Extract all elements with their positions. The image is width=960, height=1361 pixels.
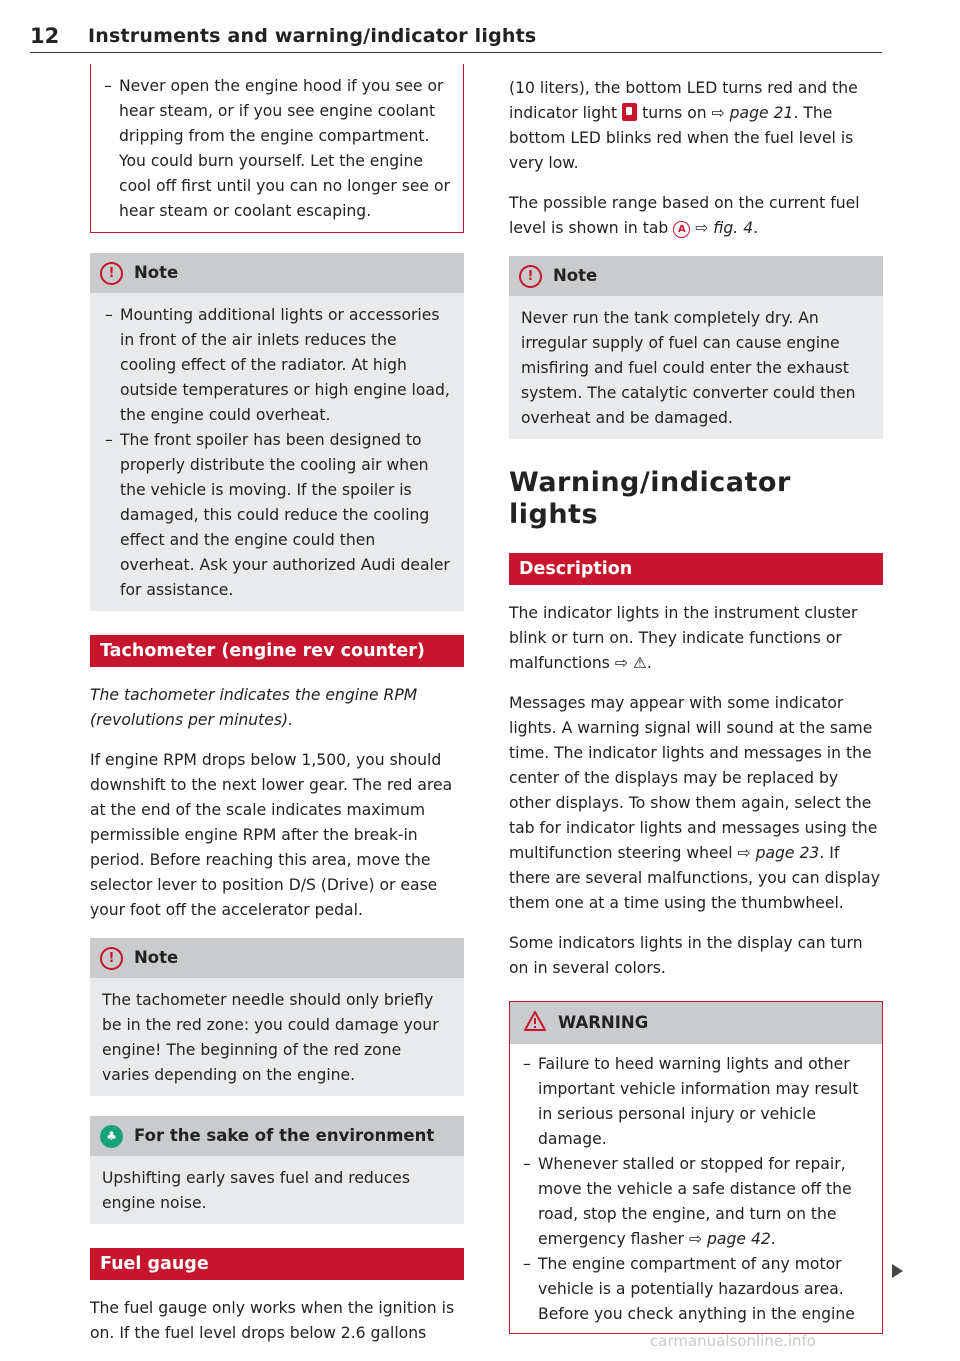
- info-circle-icon: !: [100, 262, 123, 285]
- text-run: Messages may appear with some indicator lights. A warning signal will sound at the same time. The indicator lights and messages in the center of the displays may be replaced by other displays. To show them again, select the tab for indicator lights and messages using the multifunction steering wheel: [509, 694, 878, 862]
- warning-body: [510, 1044, 882, 1333]
- note-text: Upshifting early saves fuel and reduces engine noise.: [102, 1169, 410, 1212]
- list-item: [520, 1152, 872, 1252]
- list-item: – The front spoiler has been designed to properly distribute the cooling air when the vehicle is moving. If the spoiler is damaged, this could reduce the cooling effect and the engine could then overheat. Ask your authorized Audi dealer for assistance.: [102, 428, 452, 603]
- text-run: .: [753, 219, 759, 237]
- warning-label: WARNING: [558, 1013, 649, 1032]
- tab-marker-icon: A: [673, 221, 690, 238]
- warning-list: [520, 1052, 872, 1327]
- description-paragraph-1: The indicator lights in the instrument cluster blink or turn on. They indicate functions or malfunctions ⇨ ⚠.: [509, 604, 858, 672]
- range-paragraph: [509, 191, 883, 241]
- continue-arrow-icon: [892, 1264, 903, 1278]
- right-column: [509, 76, 883, 1334]
- note-label: For the sake of the environment: [134, 1126, 435, 1145]
- note-body: [90, 1156, 464, 1224]
- info-circle-icon: !: [519, 265, 542, 288]
- note-label: Note: [553, 266, 598, 285]
- warning-box: [509, 1001, 883, 1334]
- note-tachometer: [90, 938, 464, 1096]
- list-item: – Mounting additional lights or accessories in front of the air inlets reduces the cooling effect of the radiator. At high outside temperatures or high engine load, the engine could overheat.: [102, 303, 452, 428]
- warning-continued-box: [90, 64, 464, 233]
- note-label: Note: [134, 263, 179, 282]
- list-item: – Never open the engine hood if you see or hear steam, or if you see engine coolant dripping from the engine compartment. You could burn yourself. Let the engine cool off first until you can no longer see or hear steam or coolant escaping.: [101, 74, 453, 224]
- text-run: .: [770, 1230, 776, 1248]
- description-paragraph-2: [509, 691, 883, 916]
- note-header: [509, 256, 883, 296]
- note-body: [90, 293, 464, 611]
- note-text: Never run the tank completely dry. An irregular supply of fuel can cause engine misfiring and fuel could enter the exhaust system. The catalytic converter could then overheat and be damaged.: [521, 309, 856, 427]
- warning-triangle-icon: [524, 1011, 546, 1031]
- watermark: carmanualsonline.info: [650, 1332, 816, 1350]
- fuel-gauge-body: The fuel gauge only works when the ignition is on. If the fuel level drops below 2.6 gallons: [90, 1299, 455, 1342]
- note-header: [90, 938, 464, 978]
- warning-continued-list: [101, 74, 453, 224]
- text-run: Whenever stalled or stopped for repair, move the vehicle a safe distance off the road, stop the engine, and turn on the emergency flasher: [538, 1155, 852, 1248]
- page-ref-link[interactable]: ⇨ page 23: [737, 844, 820, 862]
- note-label: Note: [134, 948, 179, 967]
- text-run: . The bottom LED blinks red when the fuel level is very low.: [509, 104, 854, 172]
- left-column: [90, 70, 464, 1361]
- warning-header: [510, 1002, 882, 1044]
- page-ref-link[interactable]: ⇨ page 42: [689, 1230, 771, 1248]
- text-run: turns on: [642, 104, 707, 122]
- page-ref-link[interactable]: ⇨ page 21: [711, 104, 794, 122]
- note-tank: [509, 256, 883, 439]
- note-body: [90, 978, 464, 1096]
- fuel-pump-icon: [622, 103, 637, 121]
- tachometer-intro: The tachometer indicates the engine RPM (revolutions per minutes).: [90, 686, 418, 729]
- note-environment: [90, 1116, 464, 1224]
- page-number: 12: [30, 24, 60, 48]
- figure-ref-link[interactable]: ⇨ fig. 4: [695, 219, 754, 237]
- note-text: The tachometer needle should only briefly be in the red zone: you could damage your engine! The beginning of the red zone varies depending on the engine.: [102, 991, 439, 1084]
- fuel-continued-paragraph: [509, 76, 883, 176]
- list-item: – The engine compartment of any motor vehicle is a potentially hazardous area. Before you check anything in the engine: [520, 1252, 872, 1327]
- section-heading-description: Description: [509, 553, 883, 585]
- section-heading-fuel-gauge: Fuel gauge: [90, 1248, 464, 1280]
- note-cooling: [90, 253, 464, 611]
- info-circle-icon: !: [100, 947, 123, 970]
- text-run: (10 liters), the bottom LED turns red and the indicator light: [509, 79, 858, 122]
- page-title: Instruments and warning/indicator lights: [88, 25, 537, 47]
- tachometer-body: If engine RPM drops below 1,500, you should downshift to the next lower gear. The red area at the end of the scale indicates maximum permissible engine RPM after the break-in period. Before reaching this area, move the selector lever to position D/S (Drive) or ease your foot off the accelerator pedal.: [90, 751, 453, 919]
- note-header: [90, 1116, 464, 1156]
- page-header: [30, 22, 882, 53]
- chapter-heading: Warning/indicator lights: [509, 467, 791, 530]
- text-run: . If there are several malfunctions, you can display them one at a time using the thumbwheel.: [509, 844, 880, 912]
- leaf-icon: ♣: [100, 1125, 123, 1148]
- note-header: [90, 253, 464, 293]
- description-paragraph-3: Some indicators lights in the display can turn on in several colors.: [509, 934, 863, 977]
- section-heading-tachometer: Tachometer (engine rev counter): [90, 635, 464, 667]
- text-run: The possible range based on the current fuel level is shown in tab: [509, 194, 860, 237]
- note-body: [509, 296, 883, 439]
- note-list: [102, 303, 452, 603]
- list-item: – Failure to heed warning lights and other important vehicle information may result in serious personal injury or vehicle damage.: [520, 1052, 872, 1152]
